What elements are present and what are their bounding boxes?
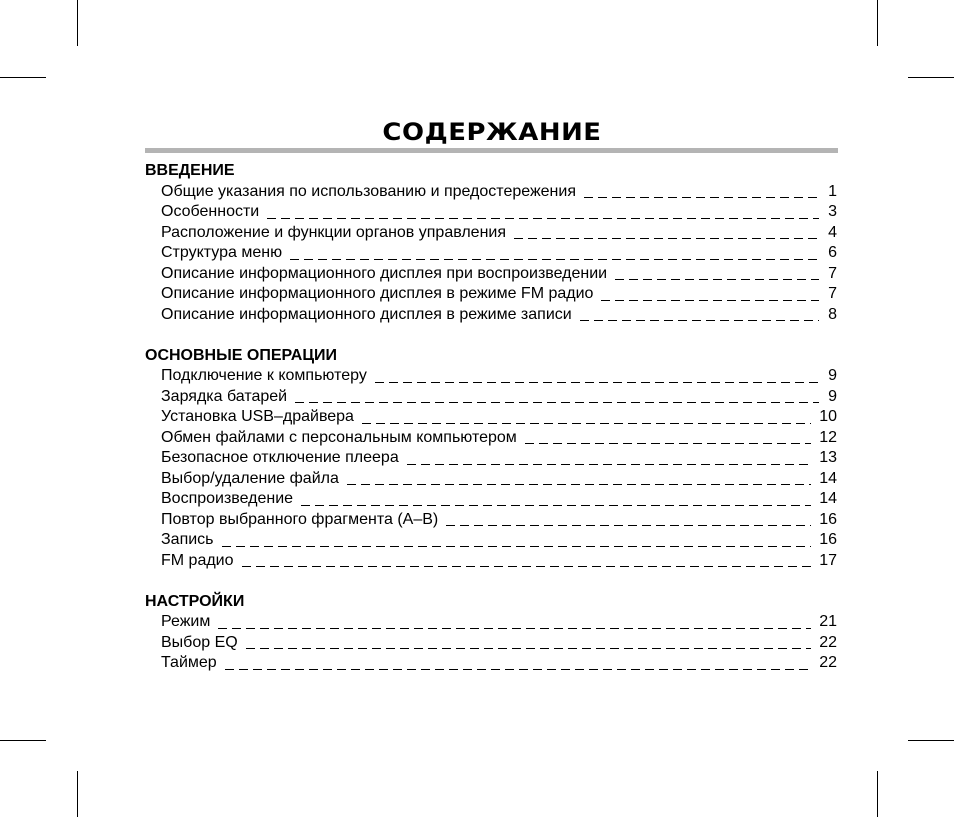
toc-entry[interactable] xyxy=(145,182,837,203)
toc-entry[interactable] xyxy=(145,305,837,326)
dotted-leader xyxy=(362,423,811,424)
entry-label: Повтор выбранного фрагмента (A–B) xyxy=(161,510,439,528)
dotted-leader xyxy=(615,279,819,280)
page-title: СОДЕРЖАНИЕ xyxy=(382,118,602,146)
dotted-leader xyxy=(295,402,819,403)
entry-page-number: 1 xyxy=(828,182,837,200)
toc-entry[interactable] xyxy=(145,387,837,408)
entry-label: Особенности xyxy=(161,203,260,220)
crop-mark-top-left-horizontal xyxy=(0,77,46,78)
entry-label: Зарядка батарей xyxy=(161,387,288,405)
entry-label: Запись xyxy=(161,531,214,548)
toc-entry[interactable] xyxy=(145,223,837,244)
entry-page-number: 4 xyxy=(828,223,837,241)
title-divider xyxy=(145,148,838,153)
crop-mark-top-right-vertical xyxy=(877,0,878,46)
entry-page-number: 22 xyxy=(819,633,837,651)
entry-page-number: 14 xyxy=(819,490,837,507)
toc-entry[interactable] xyxy=(145,407,837,428)
toc-entry[interactable] xyxy=(145,530,837,551)
toc-section-introduction xyxy=(145,161,837,325)
dotted-leader xyxy=(514,238,819,239)
section-title: НАСТРОЙКИ xyxy=(145,592,245,610)
toc-entry[interactable] xyxy=(145,653,837,674)
toc-entry[interactable] xyxy=(145,469,837,490)
entry-page-number: 8 xyxy=(828,305,837,323)
entry-label: Таймер xyxy=(161,654,217,671)
entry-page-number: 6 xyxy=(828,244,837,261)
entry-page-number: 9 xyxy=(828,367,837,384)
entry-page-number: 7 xyxy=(828,285,837,302)
entry-label: Выбор/удаление файла xyxy=(161,469,339,487)
entry-label: Безопасное отключение плеера xyxy=(161,449,399,466)
entry-label: Выбор EQ xyxy=(161,633,238,651)
crop-mark-bottom-right-horizontal xyxy=(908,740,954,741)
toc-entry[interactable] xyxy=(145,551,837,572)
dotted-leader xyxy=(290,259,819,260)
toc-entry[interactable] xyxy=(145,489,837,510)
toc-entry[interactable] xyxy=(145,243,837,264)
entry-page-number: 10 xyxy=(819,408,837,425)
dotted-leader xyxy=(301,505,811,506)
entry-label: Расположение и функции органов управления xyxy=(161,223,507,241)
entry-page-number: 17 xyxy=(819,551,837,569)
dotted-leader xyxy=(601,300,819,301)
toc-entry[interactable] xyxy=(145,284,837,305)
section-title: ОСНОВНЫЕ ОПЕРАЦИИ xyxy=(145,346,338,364)
toc-section-basic-operations xyxy=(145,346,837,572)
entry-label: Общие указания по использованию и предостережения xyxy=(161,182,576,200)
dotted-leader xyxy=(407,464,811,465)
dotted-leader xyxy=(242,566,812,567)
toc-entry[interactable] xyxy=(145,202,837,223)
entry-label: FM радио xyxy=(161,551,234,569)
dotted-leader xyxy=(525,443,811,444)
entry-label: Описание информационного дисплея в режиме FM радио xyxy=(161,285,594,302)
entry-page-number: 22 xyxy=(819,654,837,671)
dotted-leader xyxy=(246,648,812,649)
entry-page-number: 9 xyxy=(828,387,837,405)
toc-entry[interactable] xyxy=(145,264,837,285)
table-of-contents xyxy=(145,161,837,694)
toc-section-settings xyxy=(145,592,837,674)
dotted-leader xyxy=(218,628,811,629)
crop-mark-top-right-horizontal xyxy=(908,77,954,78)
dotted-leader xyxy=(347,484,811,485)
entry-label: Режим xyxy=(161,613,211,630)
entry-page-number: 13 xyxy=(819,449,837,466)
crop-mark-bottom-left-horizontal xyxy=(0,740,46,741)
entry-page-number: 3 xyxy=(828,203,837,220)
crop-mark-bottom-left-vertical xyxy=(77,771,78,817)
toc-entry[interactable] xyxy=(145,612,837,633)
toc-entry[interactable] xyxy=(145,510,837,531)
entry-page-number: 21 xyxy=(819,613,837,630)
entry-label: Описание информационного дисплея при воспроизведении xyxy=(161,264,608,282)
toc-entry[interactable] xyxy=(145,366,837,387)
toc-entry[interactable] xyxy=(145,448,837,469)
entry-page-number: 16 xyxy=(819,510,837,528)
entry-label: Подключение к компьютеру xyxy=(161,367,367,384)
entry-label: Обмен файлами с персональным компьютером xyxy=(161,428,517,446)
entry-label: Структура меню xyxy=(161,244,283,261)
section-title: ВВЕДЕНИЕ xyxy=(145,162,235,179)
crop-mark-bottom-right-vertical xyxy=(877,771,878,817)
dotted-leader xyxy=(446,525,811,526)
dotted-leader xyxy=(222,546,812,547)
entry-label: Воспроизведение xyxy=(161,490,294,507)
dotted-leader xyxy=(580,320,819,321)
crop-mark-top-left-vertical xyxy=(77,0,78,46)
entry-label: Описание информационного дисплея в режиме записи xyxy=(161,305,572,323)
entry-page-number: 14 xyxy=(819,469,837,487)
entry-page-number: 12 xyxy=(819,428,837,446)
dotted-leader xyxy=(225,669,812,670)
toc-entry[interactable] xyxy=(145,633,837,654)
entry-label: Установка USB–драйвера xyxy=(161,408,354,425)
dotted-leader xyxy=(375,382,819,383)
dotted-leader xyxy=(584,197,819,198)
dotted-leader xyxy=(267,218,819,219)
toc-entry[interactable] xyxy=(145,428,837,449)
entry-page-number: 7 xyxy=(828,264,837,282)
entry-page-number: 16 xyxy=(819,531,837,548)
